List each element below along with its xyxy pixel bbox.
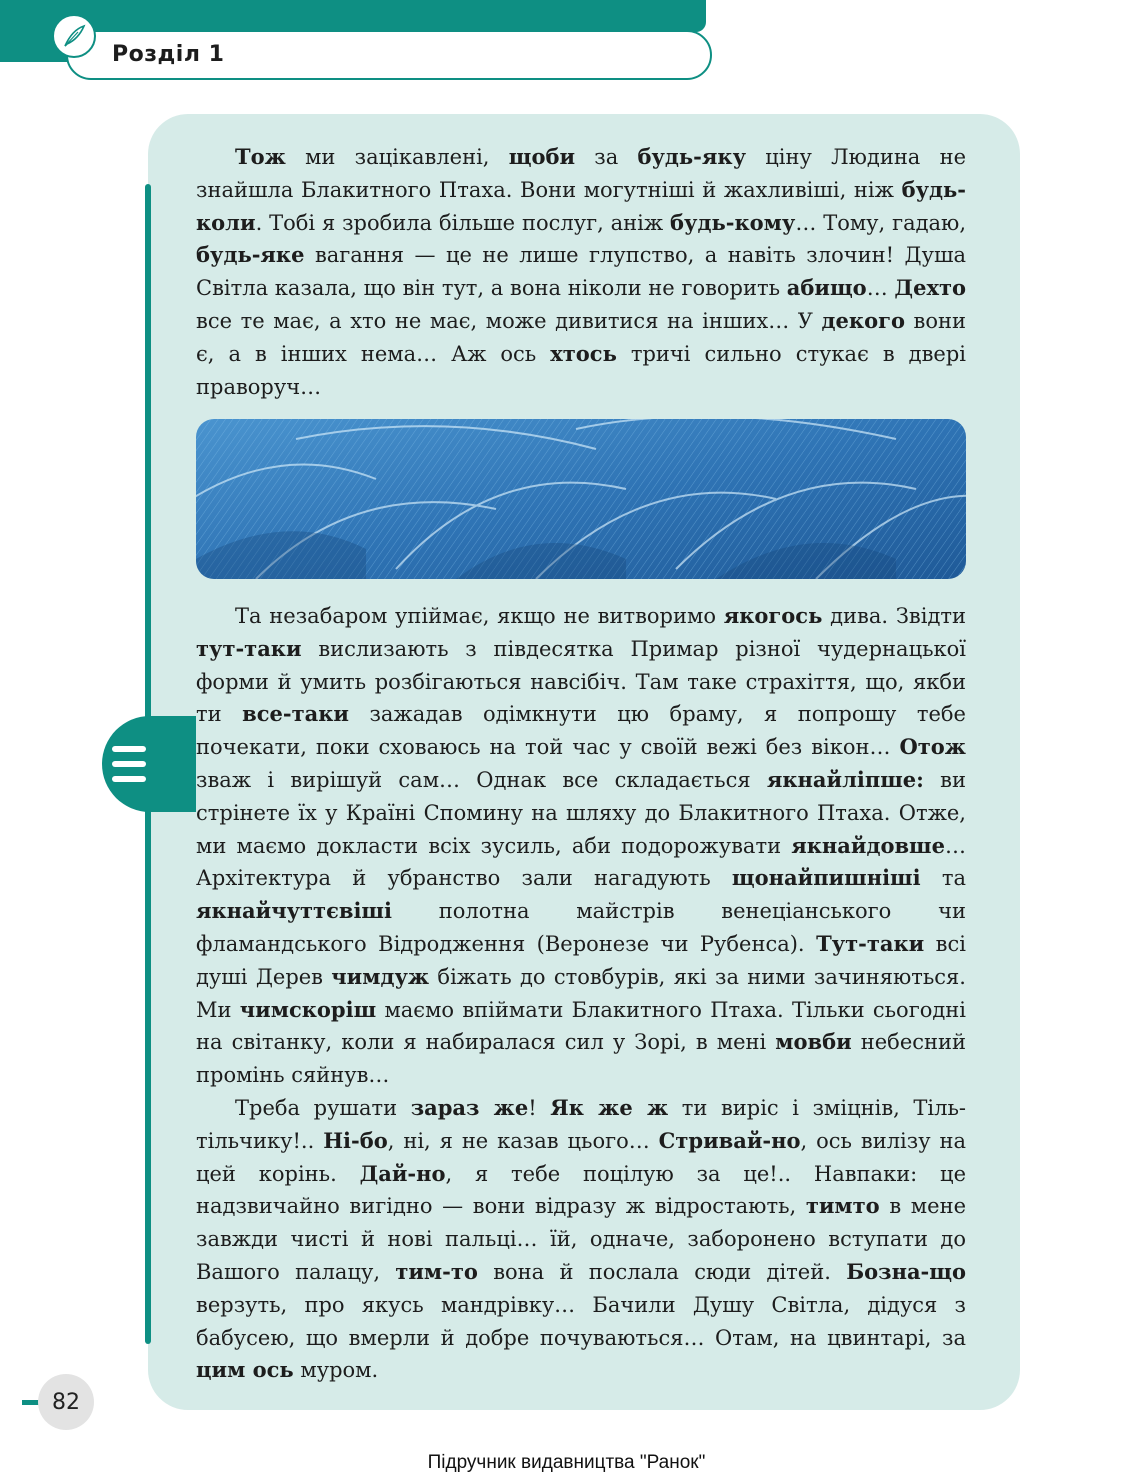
text-run: Треба рушати xyxy=(235,1095,411,1120)
text-run: вона й послала сюди дітей. xyxy=(477,1259,847,1284)
bold-word: якнайліпше: xyxy=(766,766,924,792)
text-run: дива. Звідти xyxy=(822,604,967,628)
bold-word: Тут-таки xyxy=(816,930,925,956)
text-run: вислизають з півдесятка Примар різної чудернацької форми й умить розбігаються навсібіч. Там таке страхіття, що, якби ти xyxy=(196,636,966,727)
text-run: ціну Людина не знайшла Блакитного Птаха. Вони могутніші й жахливіші, ніж xyxy=(196,145,966,202)
bold-word: якнайчуттєвіші xyxy=(196,898,392,924)
bold-word: Тож xyxy=(235,144,286,169)
text-run: за xyxy=(575,145,638,169)
publisher-footer: Підручник видавництва "Ранок" xyxy=(427,1452,706,1473)
bold-word: хтось xyxy=(550,340,617,366)
bold-word: чимскоріш xyxy=(239,996,377,1022)
text-run: все те має, а хто не має, може дивитися на інших… У xyxy=(196,308,822,333)
bold-word: Бозна-що xyxy=(846,1258,966,1284)
text-run: муром. xyxy=(293,1358,379,1383)
text-run: вони є, а в інших нема… Аж ось xyxy=(196,308,966,366)
text-run: та xyxy=(920,866,966,891)
bold-word: Як же ж xyxy=(550,1094,669,1120)
bold-word: все-таки xyxy=(242,701,349,727)
bold-word: мовби xyxy=(775,1029,852,1055)
bold-word: будь-яке xyxy=(196,242,305,268)
bold-word: щонайпишніші xyxy=(731,865,921,891)
bold-word: абищо xyxy=(786,275,867,301)
section-title: Розділ 1 xyxy=(112,42,225,67)
text-block-2 xyxy=(196,600,966,1387)
bold-word: тут-таки xyxy=(196,635,302,661)
text-run: зажадав одімкнути цю браму, я попрошу тебе почекати, поки сховаюсь на той час у своїй вежі без вікон… xyxy=(196,702,966,760)
header-band xyxy=(0,0,706,32)
text-run: ! xyxy=(528,1095,551,1120)
page-number: 82 xyxy=(38,1374,94,1430)
text-run: ви стрінете їх у Країні Спомину на шляху до Блакитного Птаха. Отже, ми маємо докласти всіх зусиль, аби подорожувати xyxy=(196,767,966,858)
text-run: в мене завжди чисті й нові пальці… їй, одначе, заборонено вступати до Вашого палацу, xyxy=(196,1194,966,1284)
text-run: ти виріс і зміцнів, Тіль-тільчику!.. xyxy=(196,1095,967,1153)
text-run: вагання — це не лише глупство, а навіть злочин! Душа Світла казала, що він тут, а вона ніколи не говорить xyxy=(196,243,966,301)
bold-word: будь-яку xyxy=(637,144,747,169)
text-run: Та незабаром упіймає, якщо не витворимо xyxy=(235,604,724,628)
bold-word: Ні-бо xyxy=(323,1127,388,1153)
text-run: , ні, я не казав цього… xyxy=(387,1128,659,1153)
text-run: , я тебе поцілую за це!.. Навпаки: це надзвичайно вигідно — вони відразу ж відростають, xyxy=(196,1161,966,1219)
bold-word: декого xyxy=(821,307,905,333)
bold-word: тим-то xyxy=(395,1258,478,1284)
text-run: всі душі Дерев xyxy=(196,931,966,989)
feather-badge xyxy=(52,14,96,58)
text-run: , ось вилізу на цей корінь. xyxy=(196,1128,966,1186)
paragraph-1 xyxy=(196,141,966,403)
bold-word: будь-кому xyxy=(670,209,796,235)
bold-word: Дехто xyxy=(894,275,966,301)
text-run: зваж і вирішуй сам… Однак все складається xyxy=(196,767,767,792)
text-run: … Тому, гадаю, xyxy=(795,210,967,235)
paragraph-3 xyxy=(196,1092,966,1387)
paragraph-2 xyxy=(196,600,966,1092)
blue-feathers-photo xyxy=(196,419,966,579)
text-run: маємо впіймати Блакитного Птаха. Тільки сьогодні на світанку, коли я набиралася сил у Зорі, в мені xyxy=(196,997,966,1055)
text-run: тричі сильно стукає в двері праворуч… xyxy=(196,341,967,399)
bold-word: якнайдовше xyxy=(791,832,945,858)
text-run: полотна майстрів венеціанського чи фламандського Відродження (Веронезе чи Рубенса). xyxy=(196,899,966,956)
text-run: . Тобі я зробила більше послуг, аніж xyxy=(255,210,671,235)
text-run: … xyxy=(866,276,895,301)
text-run: верзуть, про якусь мандрівку… Бачили Душу Світла, дідуся з бабусею, що вмерли й добре почуваються… Отам, на цвинтарі, за xyxy=(196,1292,966,1350)
bold-word: якогось xyxy=(723,603,823,628)
text-run: біжать до стовбурів, які за ними зачиняються. Ми xyxy=(196,964,966,1022)
bold-word: Стривай-но xyxy=(658,1127,801,1153)
text-run: … Архітектура й убранство зали нагадують xyxy=(196,833,966,891)
text-block-1 xyxy=(196,141,966,403)
bold-word: Отож xyxy=(899,734,966,760)
feather-icon xyxy=(61,23,87,49)
text-run: небесний промінь сяйнув… xyxy=(196,1030,966,1088)
bold-word: Дай-но xyxy=(359,1160,446,1186)
bold-word: тимто xyxy=(805,1193,880,1219)
menu-lines-icon[interactable] xyxy=(112,746,146,782)
bold-word: чимдуж xyxy=(331,963,430,989)
bold-word: щоби xyxy=(508,144,576,169)
bold-word: зараз же xyxy=(410,1094,529,1120)
text-run: ми зацікавлені, xyxy=(285,145,509,169)
bold-word: будь-коли xyxy=(196,176,966,235)
bold-word: цим ось xyxy=(196,1357,294,1383)
